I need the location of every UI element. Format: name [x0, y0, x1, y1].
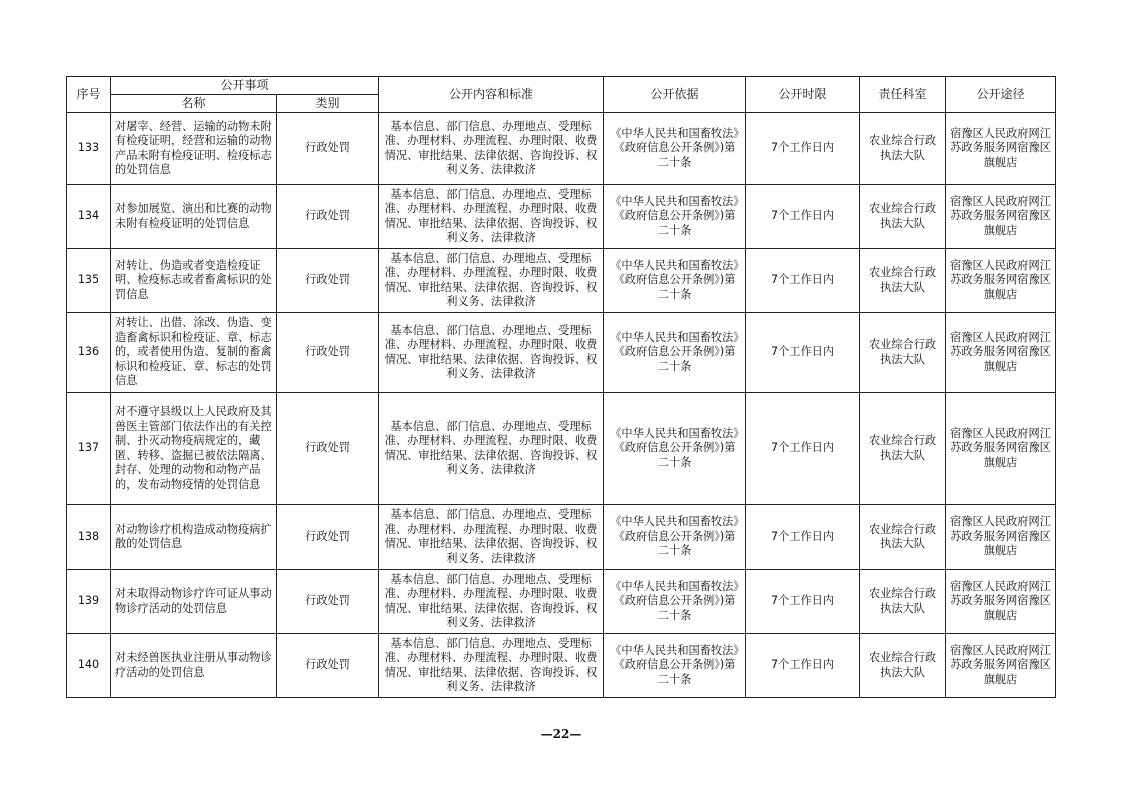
row-name: 对参加展览、演出和比赛的动物未附有检疫证明的处罚信息 — [111, 185, 277, 249]
header-channel: 公开途径 — [946, 77, 1056, 113]
header-department: 责任科室 — [860, 77, 946, 113]
row-channel: 宿豫区人民政府网江苏政务服务网宿豫区旗舰店 — [946, 185, 1056, 249]
row-name: 对转让、出借、涂改、伪造、变造畜禽标识和检疫证、章、标志的，或者使用伪造、复制的畜禽标识和检疫证、章、标志的处罚信息 — [111, 313, 277, 393]
row-seq: 139 — [67, 570, 111, 634]
row-channel: 宿豫区人民政府网江苏政务服务网宿豫区旗舰店 — [946, 113, 1056, 185]
table-row — [67, 185, 1056, 249]
row-channel: 宿豫区人民政府网江苏政务服务网宿豫区旗舰店 — [946, 634, 1056, 698]
row-department: 农业综合行政执法大队 — [860, 634, 946, 698]
row-name: 对未经兽医执业注册从事动物诊疗活动的处罚信息 — [111, 634, 277, 698]
table-row — [67, 113, 1056, 185]
header-basis: 公开依据 — [604, 77, 746, 113]
row-type: 行政处罚 — [277, 393, 379, 505]
row-seq: 133 — [67, 113, 111, 185]
table-row — [67, 570, 1056, 634]
table-row — [67, 313, 1056, 393]
row-type: 行政处罚 — [277, 249, 379, 313]
row-content: 基本信息、部门信息、办理地点、受理标准、办理材料、办理流程、办理时限、收费情况、审批结果、法律依据、咨询投诉、权利义务、法律救济 — [379, 249, 604, 313]
header-type: 类别 — [277, 95, 379, 113]
row-content: 基本信息、部门信息、办理地点、受理标准、办理材料、办理流程、办理时限、收费情况、审批结果、法律依据、咨询投诉、权利义务、法律救济 — [379, 634, 604, 698]
row-content: 基本信息、部门信息、办理地点、受理标准、办理材料、办理流程、办理时限、收费情况、审批结果、法律依据、咨询投诉、权利义务、法律救济 — [379, 505, 604, 570]
table-row — [67, 634, 1056, 698]
row-basis: 《中华人民共和国畜牧法》 《政府信息公开条例》)第二十条 — [604, 249, 746, 313]
row-type: 行政处罚 — [277, 505, 379, 570]
row-department: 农业综合行政执法大队 — [860, 113, 946, 185]
table-row — [67, 505, 1056, 570]
row-department: 农业综合行政执法大队 — [860, 393, 946, 505]
row-time-limit: 7个工作日内 — [746, 634, 860, 698]
row-basis: 《中华人民共和国畜牧法》 《政府信息公开条例》)第二十条 — [604, 393, 746, 505]
row-content: 基本信息、部门信息、办理地点、受理标准、办理材料、办理流程、办理时限、收费情况、审批结果、法律依据、咨询投诉、权利义务、法律救济 — [379, 570, 604, 634]
row-department: 农业综合行政执法大队 — [860, 570, 946, 634]
row-type: 行政处罚 — [277, 113, 379, 185]
row-type: 行政处罚 — [277, 313, 379, 393]
disclosure-table — [66, 76, 1056, 698]
row-channel: 宿豫区人民政府网江苏政务服务网宿豫区旗舰店 — [946, 249, 1056, 313]
header-seq: 序号 — [67, 77, 111, 113]
row-seq: 137 — [67, 393, 111, 505]
row-time-limit: 7个工作日内 — [746, 249, 860, 313]
row-channel: 宿豫区人民政府网江苏政务服务网宿豫区旗舰店 — [946, 570, 1056, 634]
row-seq: 138 — [67, 505, 111, 570]
row-content: 基本信息、部门信息、办理地点、受理标准、办理材料、办理流程、办理时限、收费情况、审批结果、法律依据、咨询投诉、权利义务、法律救济 — [379, 313, 604, 393]
row-content: 基本信息、部门信息、办理地点、受理标准、办理材料、办理流程、办理时限、收费情况、审批结果、法律依据、咨询投诉、权利义务、法律救济 — [379, 185, 604, 249]
row-seq: 140 — [67, 634, 111, 698]
row-type: 行政处罚 — [277, 634, 379, 698]
row-name: 对屠宰、经营、运输的动物未附有检疫证明，经营和运输的动物产品未附有检疫证明、检疫标志的处罚信息 — [111, 113, 277, 185]
row-channel: 宿豫区人民政府网江苏政务服务网宿豫区旗舰店 — [946, 505, 1056, 570]
row-name: 对动物诊疗机构造成动物疫病扩散的处罚信息 — [111, 505, 277, 570]
row-time-limit: 7个工作日内 — [746, 113, 860, 185]
header-content: 公开内容和标准 — [379, 77, 604, 113]
row-channel: 宿豫区人民政府网江苏政务服务网宿豫区旗舰店 — [946, 313, 1056, 393]
row-seq: 135 — [67, 249, 111, 313]
row-seq: 136 — [67, 313, 111, 393]
row-time-limit: 7个工作日内 — [746, 570, 860, 634]
row-department: 农业综合行政执法大队 — [860, 313, 946, 393]
row-basis: 《中华人民共和国畜牧法》 《政府信息公开条例》)第二十条 — [604, 634, 746, 698]
row-name: 对不遵守县级以上人民政府及其兽医主管部门依法作出的有关控制、扑灭动物疫病规定的，藏匿、转移、盗掘已被依法隔离、封存、处理的动物和动物产品的，发布动物疫情的处罚信息 — [111, 393, 277, 505]
header-time-limit: 公开时限 — [746, 77, 860, 113]
row-content: 基本信息、部门信息、办理地点、受理标准、办理材料、办理流程、办理时限、收费情况、审批结果、法律依据、咨询投诉、权利义务、法律救济 — [379, 113, 604, 185]
row-time-limit: 7个工作日内 — [746, 313, 860, 393]
row-basis: 《中华人民共和国畜牧法》 《政府信息公开条例》)第二十条 — [604, 570, 746, 634]
row-name: 对未取得动物诊疗许可证从事动物诊疗活动的处罚信息 — [111, 570, 277, 634]
row-type: 行政处罚 — [277, 185, 379, 249]
page-number: —22— — [540, 727, 582, 741]
row-type: 行政处罚 — [277, 570, 379, 634]
row-content: 基本信息、部门信息、办理地点、受理标准、办理材料、办理流程、办理时限、收费情况、审批结果、法律依据、咨询投诉、权利义务、法律救济 — [379, 393, 604, 505]
row-department: 农业综合行政执法大队 — [860, 505, 946, 570]
table-row — [67, 249, 1056, 313]
row-time-limit: 7个工作日内 — [746, 393, 860, 505]
row-time-limit: 7个工作日内 — [746, 505, 860, 570]
header-public-item: 公开事项 — [111, 77, 379, 95]
row-department: 农业综合行政执法大队 — [860, 249, 946, 313]
row-basis: 《中华人民共和国畜牧法》 《政府信息公开条例》)第二十条 — [604, 113, 746, 185]
row-channel: 宿豫区人民政府网江苏政务服务网宿豫区旗舰店 — [946, 393, 1056, 505]
row-seq: 134 — [67, 185, 111, 249]
header-name: 名称 — [111, 95, 277, 113]
row-name: 对转让、伪造或者变造检疫证明、检疫标志或者畜禽标识的处罚信息 — [111, 249, 277, 313]
table-row — [67, 393, 1056, 505]
row-basis: 《中华人民共和国畜牧法》 《政府信息公开条例》)第二十条 — [604, 505, 746, 570]
row-basis: 《中华人民共和国畜牧法》 《政府信息公开条例》)第二十条 — [604, 313, 746, 393]
row-basis: 《中华人民共和国畜牧法》 《政府信息公开条例》)第二十条 — [604, 185, 746, 249]
row-time-limit: 7个工作日内 — [746, 185, 860, 249]
row-department: 农业综合行政执法大队 — [860, 185, 946, 249]
